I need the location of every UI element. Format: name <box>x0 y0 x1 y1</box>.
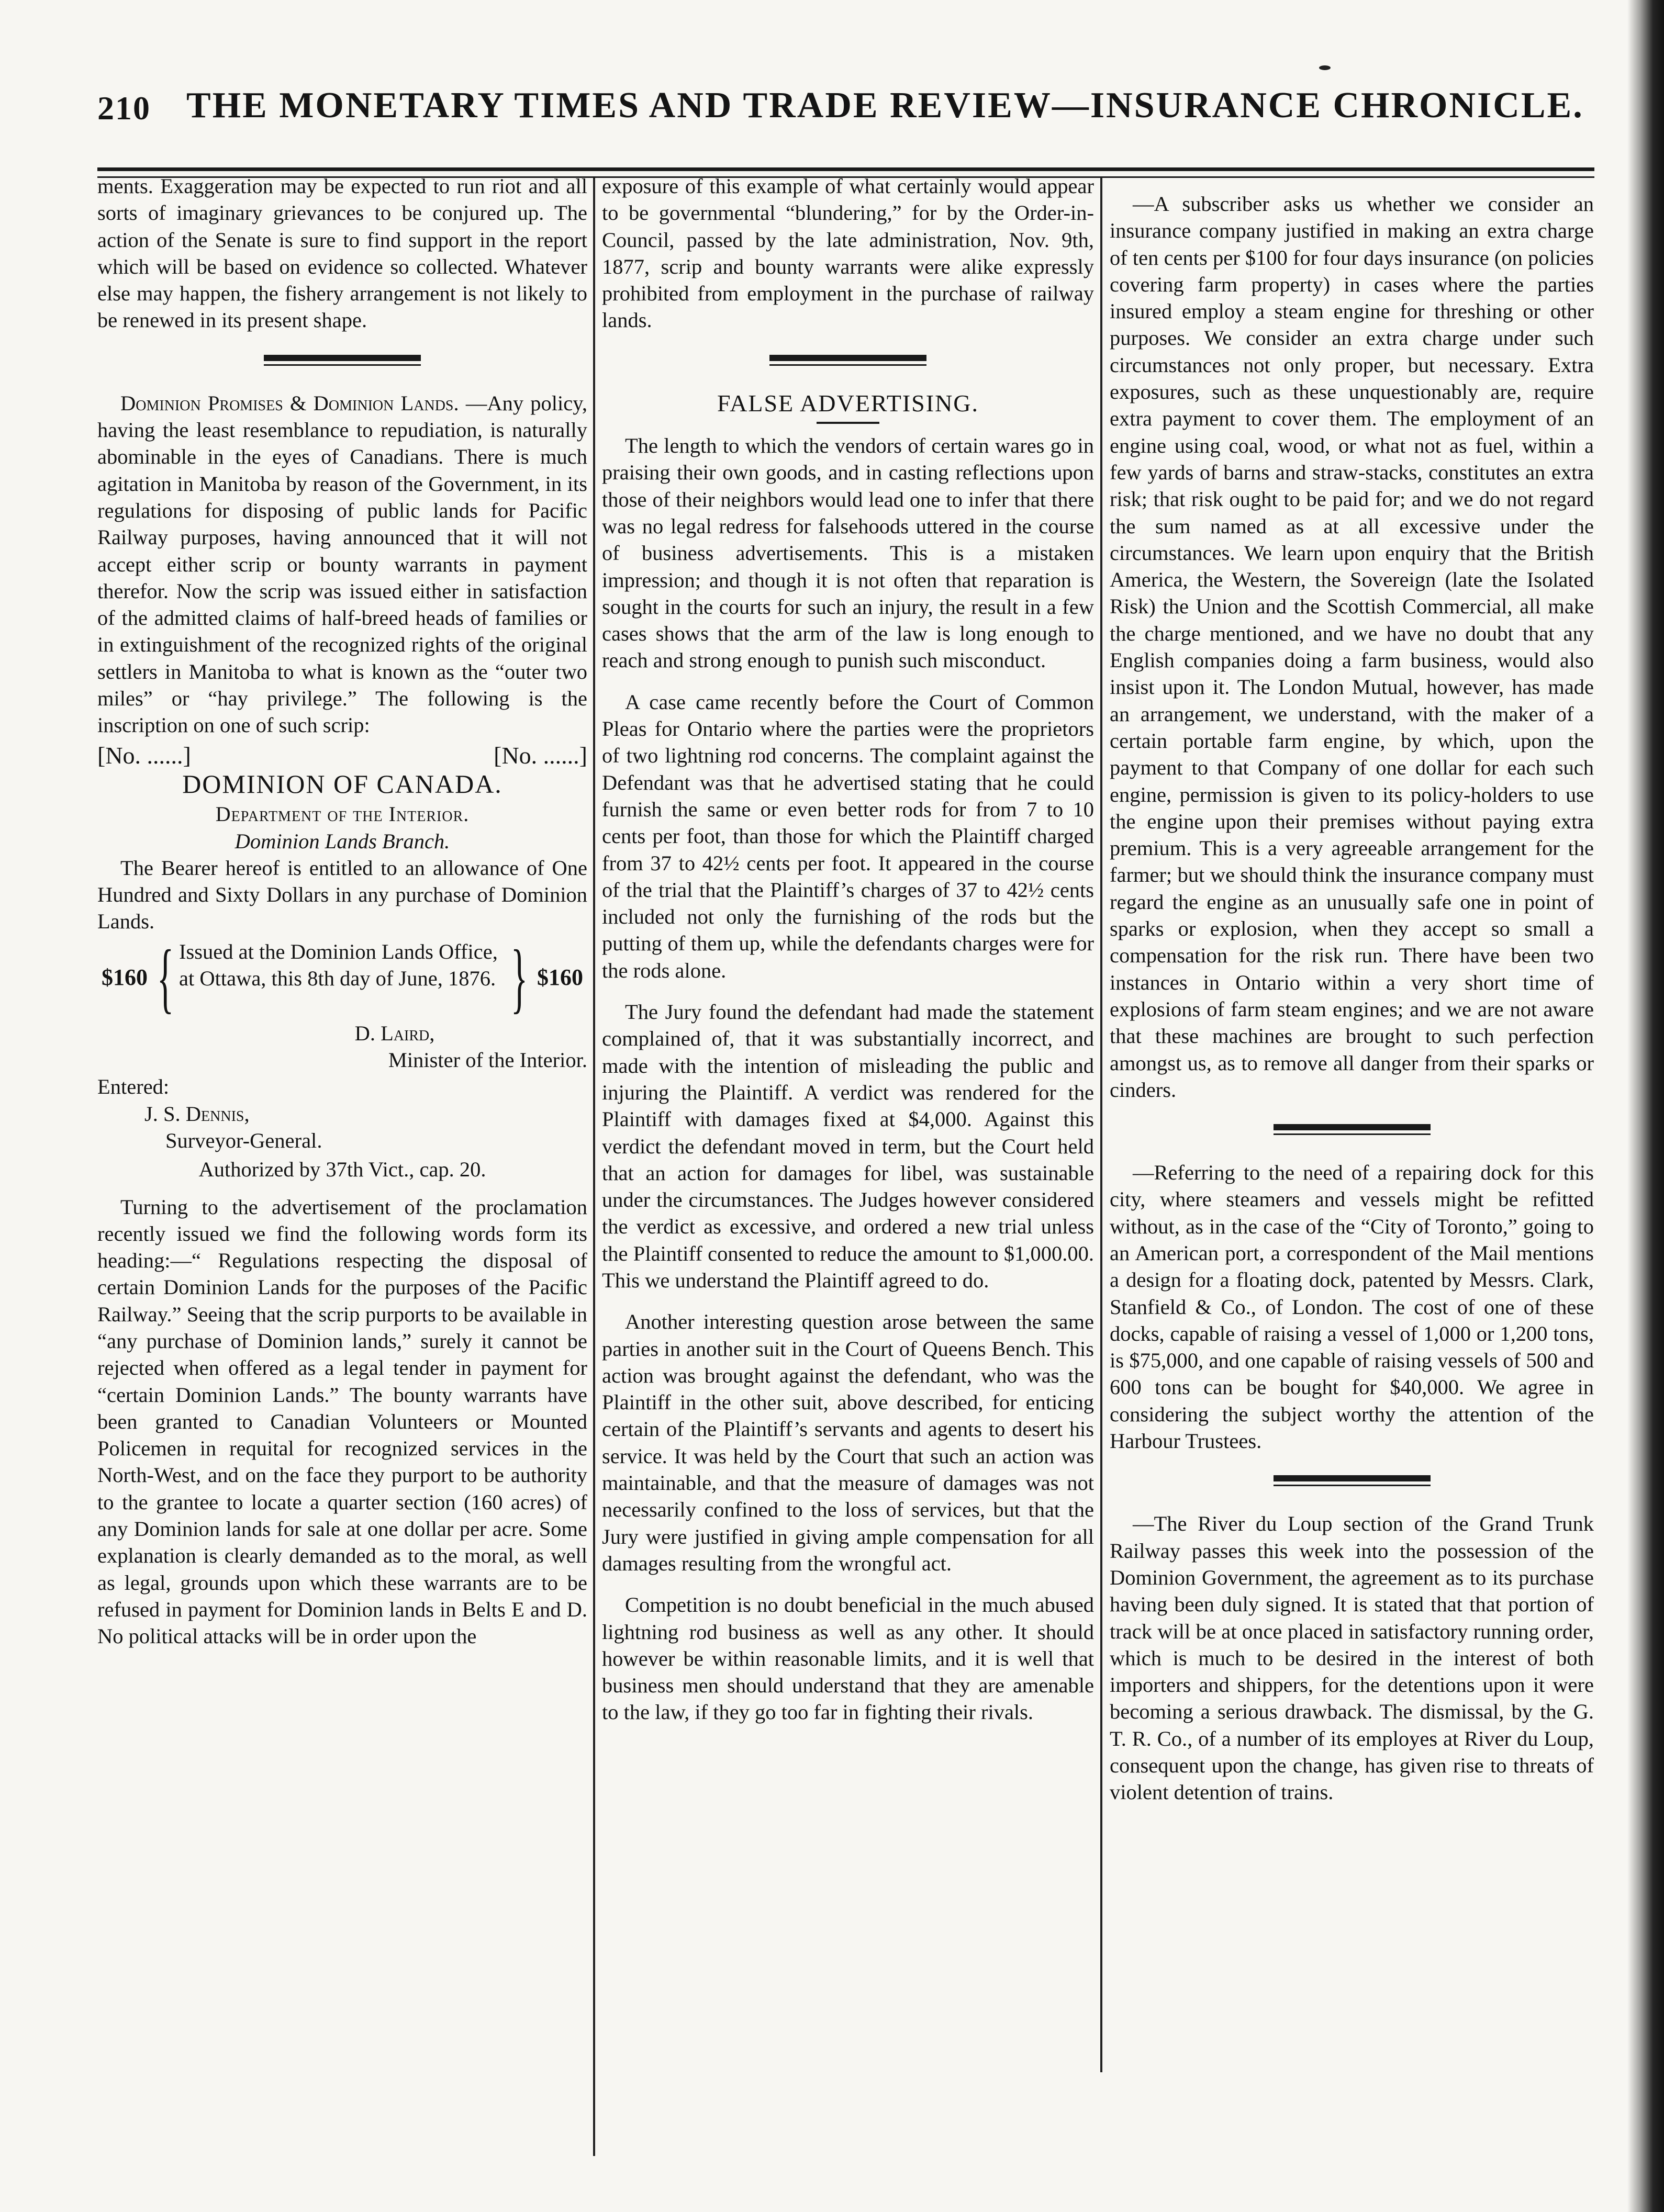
left-brace: { <box>157 934 174 1021</box>
page-number: 210 <box>97 89 151 127</box>
entered-label: Entered: <box>97 1075 170 1099</box>
ink-speck <box>1319 65 1331 70</box>
surveyor-name: J. S. Dennis, <box>144 1102 250 1126</box>
scrip-issued-text: Issued at the Dominion Lands Office, at Ottawa, this 8th day of June, 1876. <box>179 939 498 991</box>
article-paragraph: The Jury found the defendant had made the statement complained of, that it was substantially incorrect, and made with the intention of misleading the public and injuring the Plaintiff. A verdict was rendered for the Plaintiff with damages fixed at $4,000. Against this verdict the defendant moved in term, but the Court held that an action for damages for libel, was sustainable under the circumstances. The Judges however considered the verdict as excessive, and ordered a new trial unless the Plaintiff consented to reduce the amount to $1,000.00. This we understand the Plaintiff agreed to do. <box>602 1000 1094 1292</box>
grand-trunk-article: —The River du Loup section of the Grand Trunk Railway passes this week into the possession of the Dominion Government, the agreement as to its purchase having been duly signed. It is stated that that portion of track will be at once placed in satisfactory running order, which is much to be desired in the interest of both importers and shippers, for the detentions upon it were becoming a serious drawback. The dismissal, by the G. T. R. Co., of a number of its employes at River du Loup, consequent upon the change, has given rise to threats of violent detention of trains. <box>1110 1512 1594 1804</box>
scrip-numbers <box>97 742 587 769</box>
section-separator <box>769 355 926 366</box>
scrip-bearer-text: The Bearer hereof is entitled to an allowance of One Hundred and Sixty Dollars in any purchase of Dominion Lands. <box>97 856 587 934</box>
section-separator <box>1274 1475 1431 1486</box>
scrip-inscription <box>97 742 587 1183</box>
section-separator <box>1274 1124 1431 1135</box>
scrip-branch: Dominion Lands Branch. <box>234 829 450 853</box>
page-header <box>97 78 1584 162</box>
scrip-amount-right: $160 <box>537 964 583 991</box>
scrip-number-right: [No. ......] <box>494 742 587 769</box>
dominion-lands-paragraph-end: exposure of this example of what certainly would appear to be governmental “blundering,” for by the Order-in-Council, passed by the late administration, Nov. 9th, 1877, scrip and bounty warrants were alike expressly prohibited from employment in the purchase of railway lands. <box>602 174 1094 332</box>
running-title: THE MONETARY TIMES AND TRADE REVIEW—INSURANCE CHRONICLE. <box>186 85 1584 126</box>
article-heading: Dominion Promises & Dominion Lands. <box>120 391 459 415</box>
article-paragraph: —Any policy, having the least resemblance to repudiation, is naturally abominable in the eyes of Canadians. There is much agitation in Manitoba by reason of the Government, in its regulations for disposing of public lands for Pacific Railway purposes, having announced that it will not accept either scrip or bounty warrants in payment therefor. Now the scrip was issued either in satisfaction of the admitted claims of half-breed heads of families or in extinguishment of the recognized rights of the original settlers in Manitoba to what is known as the “outer two miles” or “hay privilege.” The following is the inscription on one of such scrip: <box>97 391 587 737</box>
minister-name: D. Laird, <box>354 1021 435 1045</box>
article-paragraph: Turning to the advertisement of the proclamation recently issued we find the following words form its heading:—“ Regulations respecting the disposal of certain Dominion Lands for the purposes of the Pacific Railway.” Seeing that the scrip purports to be available in “any purchase of Dominion lands,” surely it cannot be rejected when offered as a legal tender in payment for “certain Dominion Lands.” The bounty warrants have been granted to Canadian Volunteers or Mounted Policemen in requital for recognized services in the North-West, and on the face they purport to be authority to the grantee to locate a quarter section (160 acres) of any Dominion lands for sale at one dollar per acre. Some explanation is clearly demanded as to the moral, as well as legal, grounds upon which these warrants are to be refused in payment for Dominion lands in Belts E and D. No political attacks will be in order upon the <box>97 1195 587 1648</box>
article-headline: FALSE ADVERTISING. <box>717 389 979 417</box>
right-brace: } <box>510 934 528 1021</box>
scrip-number-left: [No. ......] <box>97 742 191 769</box>
fishery-paragraph-end: ments. Exaggeration may be expected to run riot and all sorts of imaginary grievances to be conjured up. The action of the Senate is sure to find support in the report which will be based on evidence so collected. Whatever else may happen, the fishery arrangement is not likely to be renewed in its present shape. <box>97 174 587 332</box>
article-paragraph: A case came recently before the Court of Common Pleas for Ontario where the parties were the proprietors of two lightning rod concerns. The complaint against the Defendant was that he advertised stating that he could furnish the same or even better rods for from 7 to 10 cents per foot, than those for which the Plaintiff charged from 37 to 42½ cents per foot. It appeared in the course of the trial that the Plaintiff’s charges of 37 to 42½ cents included not only the furnishing of the rods but the putting of them up, while the defendants charges were for the rods alone. <box>602 690 1094 982</box>
header-rule <box>97 167 1594 171</box>
column-1 <box>97 173 587 1650</box>
dominion-lands-article <box>97 390 587 739</box>
column-2 <box>602 173 1094 1726</box>
scrip-authorization: Authorized by 37th Vict., cap. 20. <box>198 1158 486 1182</box>
repairing-dock-article: —Referring to the need of a repairing dock for this city, where steamers and vessels might be refitted without, as in the case of the “City of Toronto,” going to an American port, a correspondent of the Mail mentions a design for a floating dock, patented by Messrs. Clark, Stanfield & Co., of London. The cost of one of these docks, capable of raising a vessel of 1,000 or 1,200 tons, is $75,000, and one capable of raising vessels of 500 and 600 tons can be bought for $40,000. We agree in considering the subject worthy the attention of the Harbour Trustees. <box>1110 1161 1594 1453</box>
surveyor-title: Surveyor-General. <box>165 1128 322 1152</box>
article-paragraph: Competition is no doubt beneficial in the much abused lightning rod business as well as any other. It should however be within reasonable limits, and it is well that business men should understand that they are amenable to the law, if they go too far in fighting their rivals. <box>602 1593 1094 1724</box>
column-divider <box>593 178 595 2156</box>
headline-rule <box>817 422 879 424</box>
minister-title: Minister of the Interior. <box>388 1048 587 1072</box>
section-separator <box>264 355 421 366</box>
scan-binding-edge <box>1627 0 1664 2212</box>
article-paragraph: The length to which the vendors of certain wares go in praising their own goods, and in casting reflections upon those of their neighbors would lead one to infer that there was no legal redress for falsehoods uttered in the course of business advertisements. This is a mistaken impression; and though it is not often that reparation is sought in the courts for such an injury, the result in a few cases shows that the arm of the law is long enough to reach and strong enough to punish such misconduct. <box>602 434 1094 672</box>
column-3 <box>1110 173 1594 1806</box>
column-divider <box>1100 178 1102 2072</box>
scrip-department: Department of the Interior. <box>215 802 470 826</box>
scrip-title: DOMINION OF CANADA. <box>182 769 502 799</box>
scrip-amount-left: $160 <box>102 964 148 991</box>
article-paragraph: Another interesting question arose between the same parties in another suit in the Court of Queens Bench. This action was brought against the defendant, who was the Plaintiff in the other suit, above described, for enticing certain of the Plaintiff’s servants and agents to desert his service. It was held by the Court that such an action was maintainable, and that the measure of damages was not necessarily confined to the loss of services, but that the Jury were justified in giving ample compensation for all damages resulting from the wrongful act. <box>602 1310 1094 1575</box>
insurance-article: —A subscriber asks us whether we consider an insurance company justified in making an extra charge of ten cents per $100 for four days insurance (on policies covering farm property) in cases where the parties insured employ a steam engine for threshing or other purposes. We consider an extra charge under such circumstances not only proper, but necessary. Extra exposures, such as these unquestionably are, require extra payment to cover them. The employment of an engine using coal, wood, or what not as fuel, within a few yards of barns and straw-stacks, constitutes an extra risk; that risk ought to be paid for; and we do not regard the sum named as at all excessive under the circumstances. We learn upon enquiry that the British America, the Western, the Sovereign (late the Isolated Risk) the Union and the Scottish Commercial, all make the charge mentioned, and we have no doubt that any English companies doing a farm business, would also insist upon it. The London Mutual, however, has made an arrangement, we understand, with the maker of a certain portable farm engine, by which, upon the payment to that Company of one dollar for each such engine, permission is given to its policy-holders to use the engine upon their premises without paying extra premium. This is a very agreeable arrangement for the farmer; but we should think the insurance company must regard the engine as an unusually safe one in point of sparks or explosion, when they accept so small a compensation for the risk run. There have been two instances in Ontario within a very short time of explosions of farm steam engines; and we are not aware that these machines are brought to such perfection amongst us, as to remove all danger from their sparks or cinders. <box>1110 192 1594 1102</box>
scrip-amount-block <box>97 934 587 1021</box>
